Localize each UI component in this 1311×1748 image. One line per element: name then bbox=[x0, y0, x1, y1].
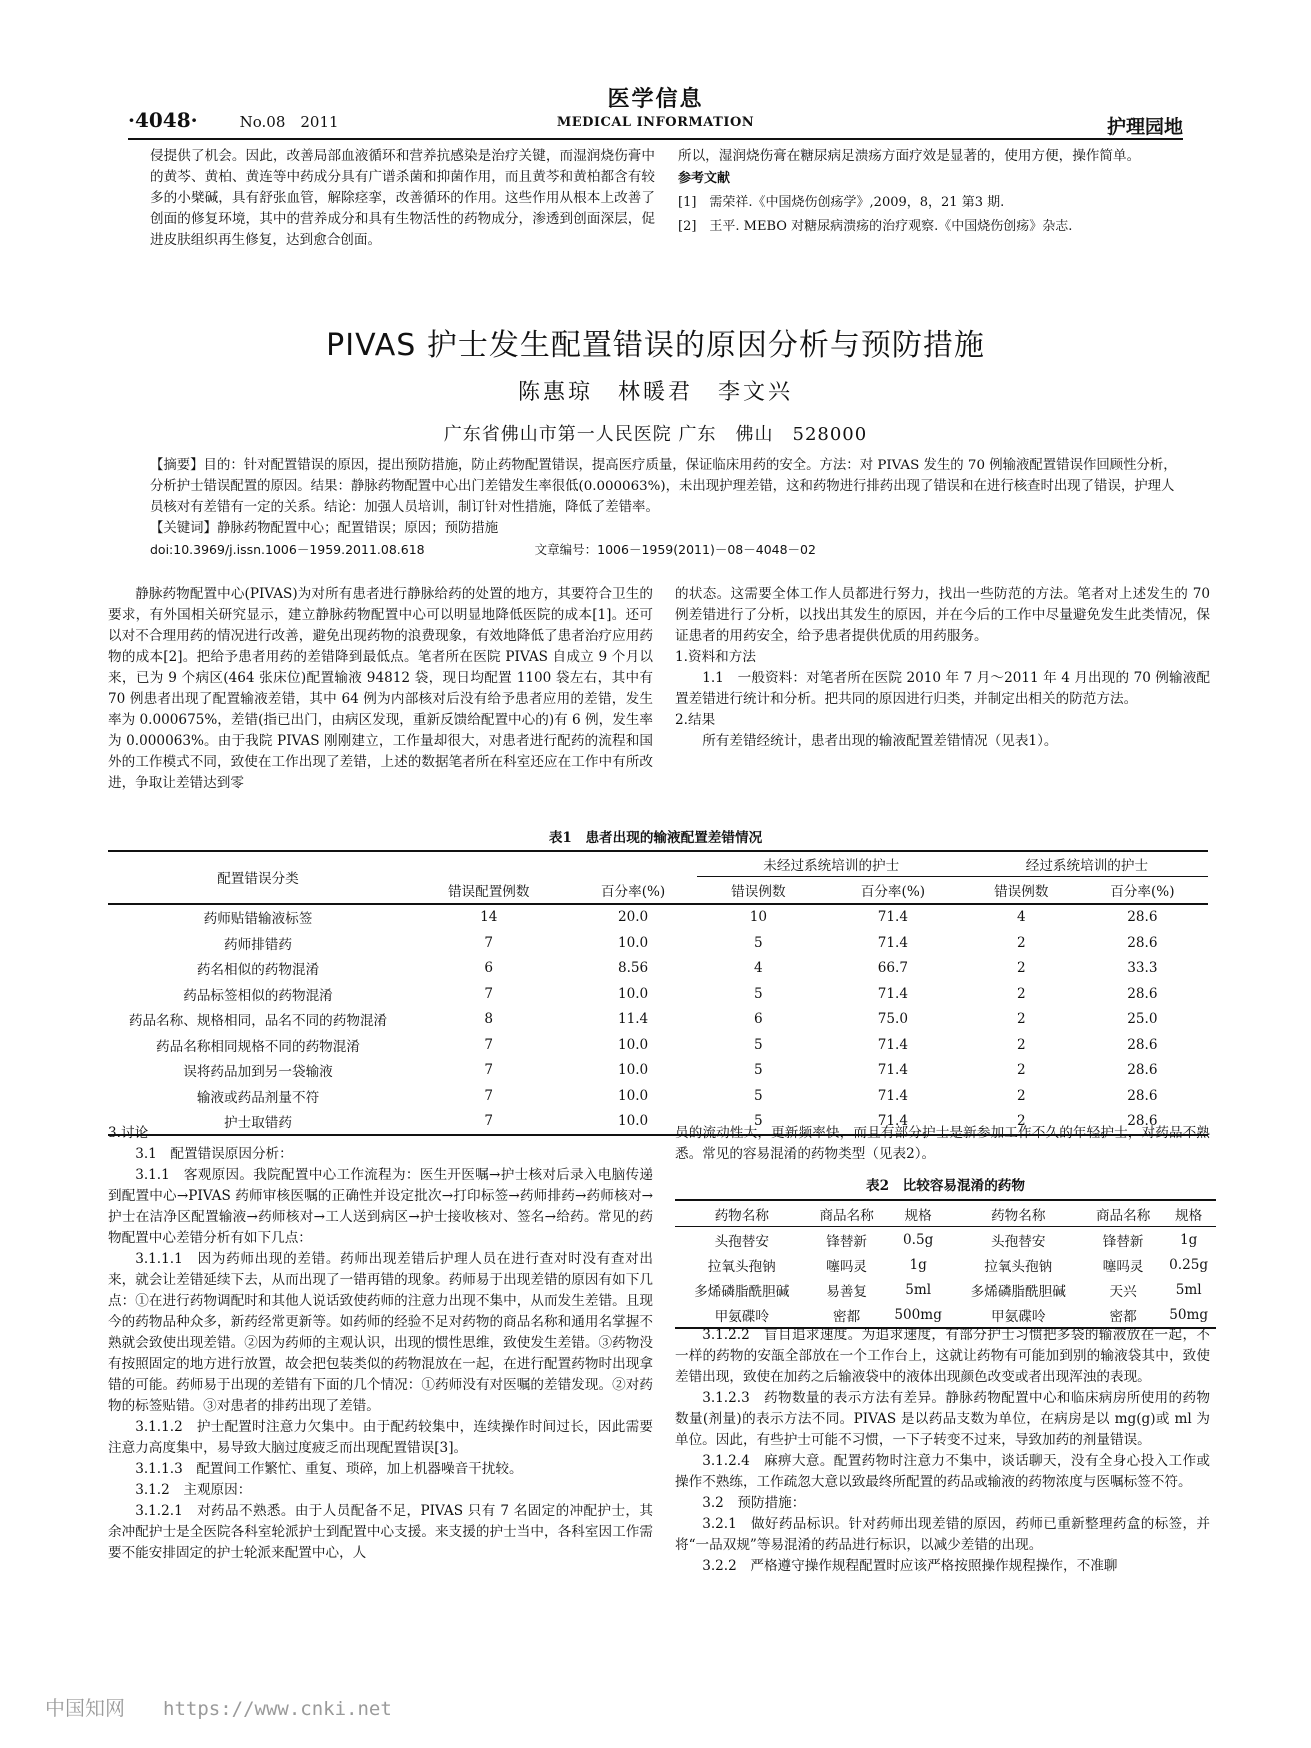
table1-cell: 2 bbox=[1016, 1062, 1026, 1079]
table1-cell: 5 bbox=[754, 1087, 763, 1104]
table-row bbox=[675, 1252, 1216, 1277]
table-row bbox=[108, 1058, 1208, 1084]
table1-cell: 28.6 bbox=[1127, 1036, 1158, 1053]
table1-cell: 7 bbox=[484, 985, 494, 1002]
table2-cell: 0.5g bbox=[902, 1231, 934, 1248]
doi: doi:10.3969/j.issn.1006－1959.2011.08.618 bbox=[150, 542, 425, 557]
table1-cell: 28.6 bbox=[1127, 1062, 1158, 1079]
table1-subheader: 错误例数 bbox=[697, 877, 820, 904]
footer-url: https://www.cnki.net bbox=[163, 1698, 392, 1720]
table1-cell: 11.4 bbox=[617, 1011, 649, 1028]
table1-cell: 4 bbox=[1016, 909, 1026, 926]
table1-cell: 71.4 bbox=[877, 934, 909, 951]
doi-line bbox=[150, 539, 1180, 560]
journal-name-en: MEDICAL INFORMATION bbox=[556, 115, 755, 130]
abstract-block bbox=[150, 455, 1180, 560]
table1-cell: 28.6 bbox=[1127, 934, 1158, 951]
body-paragraph: 1.1 一般资料：对笔者所在医院 2010 年 7 月～2011 年 4 月出现的 70 例输液配置差错进行统计和分析。把共同的原因进行归类，并制定出相关的防范方法。 bbox=[675, 670, 1210, 707]
table2-cell: 多烯磷脂酰胆碱 bbox=[694, 1283, 790, 1300]
discussion-right-column bbox=[675, 1325, 1210, 1577]
table1-cell: 10.0 bbox=[617, 1087, 649, 1104]
table2-header: 药物名称 bbox=[951, 1200, 1085, 1227]
article-authors: 陈惠琼 林暖君 李文兴 bbox=[517, 380, 793, 405]
table-row bbox=[108, 1032, 1208, 1058]
body-paragraph: 3.1.2.4 麻痹大意。配置药物时注意力不集中，谈话聊天，没有全身心投入工作或操作不熟练，工作疏忽大意以致最终所配置的药品或输液的药物浓度与医嘱标签不符。 bbox=[675, 1453, 1210, 1490]
reference-item: [1] 需荣祥.《中国烧伤创疡学》,2009，8，21 第3 期. bbox=[678, 195, 1005, 210]
section-name: 护理园地 bbox=[1106, 116, 1183, 138]
table2-header-row bbox=[675, 1200, 1216, 1227]
table1-cell: 5 bbox=[754, 1036, 763, 1053]
reference-item: [2] 王平. MEBO 对糖尿病溃疡的治疗观察.《中国烧伤创疡》杂志. bbox=[678, 219, 1073, 234]
table1-row-label: 药品名称相同规格不同的药物混淆 bbox=[156, 1038, 360, 1055]
body-paragraph: 3.1 配置错误原因分析： bbox=[135, 1146, 293, 1162]
table1-row-label: 输液或药品剂量不符 bbox=[196, 1089, 320, 1106]
table1-row-label: 药师排错药 bbox=[224, 936, 292, 953]
table1-cell: 6 bbox=[484, 960, 494, 977]
footer-site: 中国知网 bbox=[45, 1696, 125, 1720]
footer-watermark bbox=[45, 1692, 392, 1721]
table1-header-untrained: 未经过系统培训的护士 bbox=[697, 851, 966, 877]
body-paragraph: 3.2 预防措施： bbox=[702, 1495, 806, 1511]
table1-cell: 6 bbox=[754, 1011, 763, 1028]
table1-cell: 25.0 bbox=[1127, 1011, 1158, 1028]
table1-row-label: 药品名称、规格相同，品名不同的药物混淆 bbox=[128, 1013, 388, 1030]
table1-cell: 10.0 bbox=[617, 985, 649, 1002]
table-row bbox=[108, 981, 1208, 1007]
table1-row-label: 药师贴错输液标签 bbox=[203, 911, 313, 928]
table1-cell: 2 bbox=[1016, 1036, 1026, 1053]
body-paragraph: 3.讨论 bbox=[108, 1125, 149, 1141]
table1-row-label: 药品标签相似的药物混淆 bbox=[183, 987, 333, 1004]
table1-cell: 7 bbox=[484, 1062, 494, 1079]
prev-article-left bbox=[150, 146, 655, 251]
article-title: PIVAS 护士发生配置错误的原因分析与预防措施 bbox=[326, 328, 985, 363]
table2-header: 商品名称 bbox=[1085, 1200, 1161, 1227]
table1-subheader: 错误配置例数 bbox=[408, 877, 569, 904]
table-row bbox=[108, 1083, 1208, 1109]
table2-header: 规格 bbox=[1161, 1200, 1216, 1227]
body-paragraph: 3.1.2.3 药物数量的表示方法有差异。静脉药物配置中心和临床病房所使用的药物数量(剂量)的表示方法不同。PIVAS 是以药品支数为单位，在病房是以 mg(g)或 ml 为单位。因此，有些护士可能不习惯，一下子转变不过来，导致加药的剂量错误。 bbox=[675, 1390, 1210, 1448]
table2-cell: 噻吗灵 bbox=[826, 1258, 868, 1275]
table2-cell: 1g bbox=[909, 1256, 927, 1273]
table2-header: 药物名称 bbox=[675, 1200, 809, 1227]
table2-cell: 天兴 bbox=[1109, 1283, 1137, 1300]
table1-caption: 表1 患者出现的输液配置差错情况 bbox=[548, 830, 763, 846]
table2-header: 规格 bbox=[885, 1200, 952, 1227]
prev-article-paragraph: 所以，湿润烧伤膏在糖尿病足溃疡方面疗效是显著的，使用方便，操作简单。 bbox=[678, 148, 1141, 164]
body-paragraph: 3.2.2 严格遵守操作规程配置时应该严格按照操作规程操作，不准聊 bbox=[702, 1558, 1118, 1574]
table2-cell: 噻吗灵 bbox=[1102, 1258, 1144, 1275]
table1-cell: 28.6 bbox=[1127, 985, 1158, 1002]
table1-cell: 28.6 bbox=[1127, 909, 1158, 926]
table2-cell: 5ml bbox=[905, 1281, 932, 1298]
table1-cell: 8 bbox=[484, 1011, 494, 1028]
table1-header-trained: 经过系统培训的护士 bbox=[966, 851, 1208, 877]
table2-cell: 5ml bbox=[1175, 1281, 1202, 1298]
journal-name-cn: 医学信息 bbox=[607, 86, 704, 112]
body-paragraph: 3.1.2 主观原因： bbox=[135, 1482, 252, 1498]
article-affiliation: 广东省佛山市第一人民医院 广东 佛山 528000 bbox=[443, 424, 868, 445]
body-paragraph: 的状态。这需要全体工作人员都进行努力，找出一些防范的方法。笔者对上述发生的 70 例差错进行了分析，以找出其发生的原因，并在今后的工作中尽量避免发生此类情况，保证患者的用药安全，给予患者提供优质的用药服务。 bbox=[675, 586, 1210, 644]
table1-row-label: 护士取错药 bbox=[108, 1109, 408, 1136]
table1-cell: 4 bbox=[754, 960, 763, 977]
table1-header-category: 配置错误分类 bbox=[108, 851, 408, 904]
table2 bbox=[675, 1199, 1216, 1329]
table1-cell: 14 bbox=[480, 909, 498, 926]
table2-cell: 锋替新 bbox=[1102, 1233, 1144, 1250]
table1-subheader: 百分率(%) bbox=[820, 877, 966, 904]
table1-cell: 71.4 bbox=[877, 985, 909, 1002]
table1-subheader: 错误例数 bbox=[966, 877, 1077, 904]
table1-cell: 28.6 bbox=[1127, 1087, 1158, 1104]
table2-cell: 甲氨碟呤 bbox=[951, 1302, 1085, 1328]
table-row bbox=[675, 1227, 1216, 1253]
table2-cell: 500mg bbox=[885, 1302, 952, 1328]
issue-number: No.08 2011 bbox=[239, 113, 339, 131]
table2-cell: 密都 bbox=[809, 1302, 885, 1328]
body-paragraph: 3.2.1 做好药品标识。针对药师出现差错的原因，药师已重新整理药盒的标签，并将“一品双规”等易混淆的药品进行标识，以减少差错的出现。 bbox=[675, 1516, 1210, 1553]
discussion-left-column bbox=[108, 1123, 653, 1564]
article-number: 文章编号：1006－1959(2011)－08－4048－02 bbox=[534, 542, 816, 557]
table-row bbox=[108, 930, 1208, 956]
table2-cell: 1g bbox=[1179, 1231, 1198, 1248]
header-rule bbox=[128, 138, 1183, 140]
table1-subheader: 百分率(%) bbox=[569, 877, 696, 904]
body-paragraph: 所有差错经统计，患者出现的输液配置差错情况（见表1）。 bbox=[702, 733, 1058, 749]
table1 bbox=[108, 850, 1208, 1136]
table1-row-label: 误将药品加到另一袋输液 bbox=[183, 1064, 333, 1081]
table-row bbox=[108, 956, 1208, 982]
table1-cell: 7 bbox=[484, 1036, 494, 1053]
table-row bbox=[675, 1277, 1216, 1302]
table1-cell: 10 bbox=[749, 909, 768, 926]
table1-cell: 10.0 bbox=[617, 1062, 649, 1079]
table2-cell: 拉氧头孢钠 bbox=[707, 1258, 776, 1275]
abstract: 【摘要】目的：针对配置错误的原因，提出预防措施，防止药物配置错误，提高医疗质量，保证临床用药的安全。方法：对 PIVAS 发生的 70 例输液配置错误作回顾性分析，分析护士错误配置的原因。结果：静脉药物配置中心出门差错发生率很低(0.000063%)，未出现护理差错，这和药物进行排药出现了错误和在进行核查时出现了错误，护理人员核对有差错有一定的关系。结论：加强人员培训，制订针对性措施，降低了差错率。 bbox=[150, 458, 1177, 515]
table2-caption: 表2 比较容易混淆的药物 bbox=[866, 1178, 1025, 1194]
keywords: 【关键词】静脉药物配置中心；配置错误；原因；预防措施 bbox=[150, 521, 499, 536]
table1-row-label: 药名相似的药物混淆 bbox=[196, 962, 320, 979]
table2-cell: 多烯磷脂酰胆碱 bbox=[970, 1283, 1066, 1300]
table1-cell: 66.7 bbox=[877, 960, 909, 977]
table2-cell: 头孢替安 bbox=[714, 1233, 769, 1250]
page-number: ·4048· bbox=[128, 108, 198, 132]
table1-cell: 75.0 bbox=[877, 1011, 909, 1028]
table1-cell: 7 bbox=[408, 1109, 569, 1136]
table1-cell: 20.0 bbox=[617, 909, 649, 926]
table1-subheader: 百分率(%) bbox=[1077, 877, 1208, 904]
discussion-right-top bbox=[675, 1123, 1210, 1165]
table2-cell: 锋替新 bbox=[826, 1233, 868, 1250]
prev-article-paragraph: 侵提供了机会。因此，改善局部血液循环和营养抗感染是治疗关键，而湿润烧伤膏中的黄芩、黄柏、黄连等中药成分具有广谱杀菌和抑菌作用，而且黄芩和黄柏都含有较多的小檗碱，具有舒张血管，解除痉挛，改善循环的作用。这些作用从根本上改善了创面的修复环境，其中的营养成分和具有生物活性的药物成分，渗透到创面深层，促进皮肤组织再生修复，达到愈合创面。 bbox=[150, 148, 655, 248]
table2-cell: 0.25g bbox=[1169, 1256, 1209, 1273]
table2-cell: 密都 bbox=[1085, 1302, 1161, 1328]
body-paragraph: 静脉药物配置中心(PIVAS)为对所有患者进行静脉给药的处置的地方，其要符合卫生的要求，有外国相关研究显示，建立静脉药物配置中心可以明显地降低医院的成本[1]。还可以对不合理用药的情况进行改善，避免出现药物的浪费现象，有效地降低了患者治疗应用药物的成本[2]。把给予患者用药的差错降到最低点。笔者所在医院 PIVAS 自成立 9 个月以来，已为 9 个病区(464 张床位)配置输液 94812 袋，现日均配置 1100 袋左右，其中有 70 例患者出现了配置输液差错，其中 64 例为内部核对后没有给予患者应用的差错，发生率为 0.000675%，差错(指已出门，由病区发现，重新反馈给配置中心的)有 6 例，发生率为 0.000063%。由于我院 PIVAS 刚刚建立，工作量却很大，对患者进行配药的流程和国外的工作模式不同，致使在工作出现了差错，上述的数据笔者所在科室还应在工作中有所改进，争取让差错达到零 bbox=[108, 586, 653, 791]
table2-header: 商品名称 bbox=[809, 1200, 885, 1227]
table2-cell: 拉氧头孢钠 bbox=[984, 1258, 1053, 1275]
table1-header-blank bbox=[408, 851, 697, 877]
table1-cell: 2 bbox=[1016, 1011, 1026, 1028]
table1-cell: 71.4 bbox=[820, 1109, 966, 1136]
table1-cell: 5 bbox=[754, 985, 763, 1002]
table2-cell: 头孢替安 bbox=[991, 1233, 1046, 1250]
table1-cell: 28.6 bbox=[1077, 1109, 1208, 1136]
table1-cell: 5 bbox=[754, 934, 763, 951]
table1-cell: 71.4 bbox=[877, 1036, 909, 1053]
table1-cell: 5 bbox=[697, 1109, 820, 1136]
body-paragraph: 员的流动性大，更新频率快，而且有部分护士是新参加工作不久的年轻护士，对药品不熟悉。常见的容易混淆的药物类型（见表2）。 bbox=[675, 1125, 1210, 1162]
table1-cell: 2 bbox=[1016, 960, 1026, 977]
table1-cell: 8.56 bbox=[617, 960, 649, 977]
body-paragraph: 3.1.1 客观原因。我院配置中心工作流程为：医生开医嘱→护士核对后录入电脑传递到配置中心→PIVAS 药师审核医嘱的正确性并设定批次→打印标签→药师排药→药师核对→护士在洁净区配置输液→药师核对→工人送到病区→护士接收核对、签名→给药。常见的药物配置中心差错分析有如下几点： bbox=[108, 1167, 653, 1246]
table1-cell: 71.4 bbox=[877, 1062, 909, 1079]
table2-cell: 50mg bbox=[1161, 1302, 1216, 1328]
body-paragraph: 3.1.2.2 盲目追求速度。为追求速度，有部分护士习惯把多袋的输液放在一起，不一样的药物的安瓿全部放在一个工作台上，这就让药物有可能加到别的输液袋其中，致使差错出现，致使在加药之后输液袋中的液体出现颜色改变或者出现浑浊的表现。 bbox=[675, 1327, 1210, 1385]
table1-cell: 10.0 bbox=[617, 1036, 649, 1053]
table2-cell: 甲氨碟呤 bbox=[675, 1302, 809, 1328]
body-left-column bbox=[108, 584, 653, 794]
body-paragraph: 3.1.1.1 因为药师出现的差错。药师出现差错后护理人员在进行查对时没有查对出来，就会让差错延续下去，从而出现了一错再错的现象。药师易于出现差错的原因有如下几点：①在进行药物调配时和其他人说话致使药师的注意力出现不集中，从而发生差错。且现今的药物品种众多，新药经常更新等。如药师的经验不足对药物的商品名称和通用名掌握不熟就会致使出现差错。②因为药师的主观认识，出现的惯性思维，致使发生差错。③药物没有按照固定的地方进行放置，故会把包装类似的药物混放在一起，在进行配置药物时出现拿错的可能。药师易于出现的差错有下面的几个情况：①药师没有对医嘱的差错发现。②对药物的标签贴错。③对患者的排药出现了差错。 bbox=[108, 1251, 653, 1414]
table-row bbox=[108, 904, 1208, 931]
table1-cell: 5 bbox=[754, 1062, 763, 1079]
table1-cell: 2 bbox=[966, 1109, 1077, 1136]
table1-cell: 10.0 bbox=[617, 934, 649, 951]
body-paragraph: 3.1.1.2 护士配置时注意力欠集中。由于配药较集中，连续操作时间过长，因此需要注意力高度集中，易导致大脑过度疲乏而出现配置错误[3]。 bbox=[108, 1419, 653, 1456]
body-paragraph: 3.1.1.3 配置间工作繁忙、重复、琐碎，加上机器噪音干扰较。 bbox=[135, 1461, 523, 1477]
table1-cell: 2 bbox=[1016, 934, 1026, 951]
prev-article-right bbox=[678, 146, 1188, 239]
header-left bbox=[128, 108, 339, 132]
references bbox=[678, 167, 1188, 239]
body-paragraph: 1.资料和方法 bbox=[675, 649, 756, 665]
body-paragraph: 2.结果 bbox=[675, 712, 716, 728]
table1-cell: 71.4 bbox=[877, 1087, 909, 1104]
table1-cell: 2 bbox=[1016, 1087, 1026, 1104]
table-row bbox=[108, 1007, 1208, 1033]
table1-cell: 71.4 bbox=[877, 909, 909, 926]
table1-cell: 7 bbox=[484, 934, 494, 951]
references-title: 参考文献 bbox=[678, 171, 731, 186]
table1-cell: 7 bbox=[484, 1087, 494, 1104]
table1-cell: 2 bbox=[1016, 985, 1026, 1002]
table1-cell: 10.0 bbox=[569, 1109, 696, 1136]
table2-cell: 易善复 bbox=[826, 1283, 868, 1300]
body-paragraph: 3.1.2.1 对药品不熟悉。由于人员配备不足，PIVAS 只有 7 名固定的冲配护士，其余冲配护士是全医院各科室轮派护士到配置中心支援。来支援的护士当中，各科室因工作需要不能安排固定的护士轮派来配置中心，人 bbox=[108, 1503, 653, 1561]
table1-cell: 33.3 bbox=[1127, 960, 1158, 977]
body-right-column bbox=[675, 584, 1210, 752]
